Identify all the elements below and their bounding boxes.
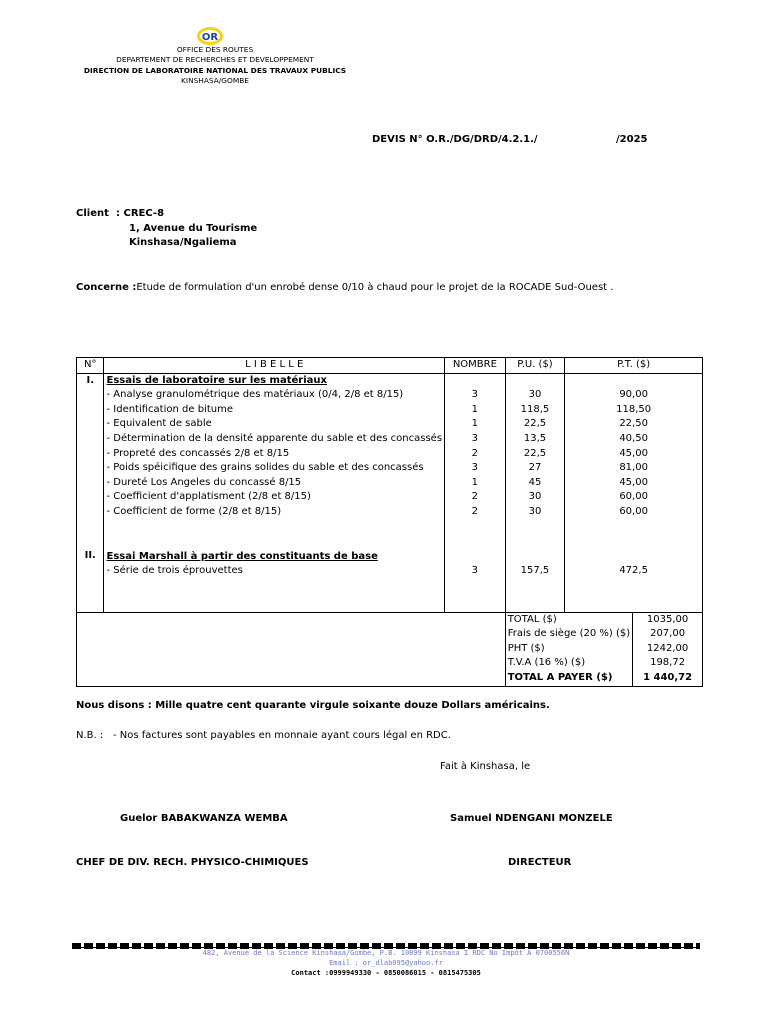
table-row-pt: 60,00 [619, 505, 648, 517]
header-org-name: OFFICE DES ROUTES [176, 45, 254, 54]
table-row-pu: 118,5 [520, 403, 550, 415]
table-row-nombre: 2 [471, 491, 479, 503]
office-des-routes-logo [196, 26, 224, 46]
table-row-pu: 157,5 [520, 565, 550, 577]
rows2-lib [106, 564, 442, 579]
footer-rule [72, 947, 700, 948]
totals-row [77, 612, 703, 686]
footer-contact: Contact :0999949330 - 0850086015 - 0815475305 [291, 969, 481, 977]
header-pt: P.T. ($) [565, 358, 703, 374]
table-row-nombre: 1 [471, 418, 479, 430]
table-row-pt: 81,00 [619, 462, 648, 474]
nombre-column [445, 373, 506, 612]
table-row-pt: 118,50 [616, 403, 652, 415]
table-row-pu: 27 [528, 462, 542, 474]
num-column [77, 373, 104, 612]
rows1-lib [106, 388, 442, 519]
totals-value: 1035,00 [646, 613, 689, 625]
nb-text: - Nos factures sont payables en monnaie ayant cours légal en RDC. [113, 730, 451, 741]
client-name: : CREC-8 [116, 208, 165, 219]
client-address-1: 1, Avenue du Tourisme [129, 223, 258, 234]
table-row-pt: 22,50 [619, 418, 648, 430]
section-1-num: I. [86, 374, 94, 386]
fait-a-kinshasa: Fait à Kinshasa, le [440, 761, 531, 772]
totals-cell [505, 612, 702, 686]
section-2-num: II. [84, 550, 96, 562]
totals-row-item [506, 656, 702, 671]
logo-text: OR [201, 32, 219, 43]
rows1-pu [508, 388, 563, 519]
totals-row-item [506, 613, 702, 628]
table-row-pu: 30 [528, 491, 542, 503]
table-row-nombre: 3 [471, 565, 479, 577]
table-row-libelle: - Coefficient de forme (2/8 et 8/15) [106, 505, 282, 517]
totals-row-item [506, 642, 702, 657]
concerne-text: Etude de formulation d'un enrobé dense 0/10 à chaud pour le projet de la ROCADE Sud-Ouest . [136, 282, 614, 293]
totals-value: 198,72 [650, 657, 686, 669]
devis-table [76, 357, 703, 687]
table-row-libelle: - Coefficient d'applatisment (2/8 et 8/15) [106, 491, 311, 503]
rows2-pt [567, 564, 700, 579]
table-row-pt: 45,00 [619, 447, 648, 459]
header-nombre: NOMBRE [445, 358, 506, 374]
table-row-libelle: - Poids spéicifique des grains solides du sable et des concassés [106, 462, 424, 474]
totals-row-item [506, 627, 702, 642]
rows1-nb [447, 388, 503, 519]
table-body-row [77, 373, 703, 612]
table-row-nombre: 2 [471, 447, 479, 459]
header-direction: DIRECTION DE LABORATOIRE NATIONAL DES TRAVAUX PUBLICS [83, 66, 347, 75]
section-1-title: Essais de laboratoire sur les matériaux [106, 374, 327, 386]
table-row-libelle: - Série de trois éprouvettes [106, 565, 243, 577]
table-row-pu: 30 [528, 505, 542, 517]
header-department: DEPARTEMENT DE RECHERCHES ET DEVELOPPEMENT [116, 55, 314, 64]
nb-label: N.B. : [76, 730, 104, 741]
header-num: N° [77, 358, 104, 374]
table-row-nombre: 3 [471, 462, 479, 474]
table-row-pt: 60,00 [619, 491, 648, 503]
table-row-libelle: - Dureté Los Angeles du concassé 8/15 [106, 476, 302, 488]
table-row-pu: 22,5 [523, 418, 547, 430]
table-row-pu: 45 [528, 476, 542, 488]
table-row-nombre: 3 [471, 389, 479, 401]
table-row-libelle: - Propreté des concassés 2/8 et 8/15 [106, 447, 290, 459]
table-row-nombre: 2 [471, 505, 479, 517]
table-row-pt: 45,00 [619, 476, 648, 488]
table-header-row [77, 358, 703, 374]
totals-label: TOTAL ($) [506, 613, 633, 628]
table-row-libelle: - Détermination de la densité apparente du sable et des concassés [106, 432, 443, 444]
header-city: KINSHASA/GOMBE [181, 76, 249, 85]
right-signatory-title: DIRECTEUR [508, 857, 572, 868]
totals-table [506, 613, 702, 686]
right-signatory-name: Samuel NDENGANI MONZELE [450, 813, 613, 824]
devis-year: /2025 [616, 134, 648, 145]
totals-value: 207,00 [650, 628, 686, 640]
table-row-nombre: 1 [471, 476, 479, 488]
table-row-libelle: - Identification de bitume [106, 403, 233, 415]
table-row-nombre: 1 [471, 403, 479, 415]
table-row-pt: 40,50 [619, 432, 648, 444]
client-address-2: Kinshasa/Ngaliema [129, 237, 237, 248]
table-row-pt: 90,00 [619, 389, 648, 401]
table-row-libelle: - Analyse granulométrique des matériaux (0/4, 2/8 et 8/15) [106, 389, 404, 401]
totals-label: PHT ($) [506, 642, 633, 657]
table-row-pu: 30 [528, 389, 542, 401]
table-row-nombre: 3 [471, 432, 479, 444]
totals-label: T.V.A (16 %) ($) [506, 656, 633, 671]
concerne-label: Concerne : [76, 282, 137, 293]
totals-label: Frais de siège (20 %) ($) [506, 627, 633, 642]
devis-number: DEVIS N° O.R./DG/DRD/4.2.1./ [372, 134, 538, 145]
totals-value: 1 440,72 [643, 671, 693, 683]
header-pu: P.U. ($) [505, 358, 565, 374]
client-label: Client [76, 208, 109, 219]
header-libelle: L I B E L L E [104, 358, 445, 374]
libelle-column [104, 373, 445, 612]
concerne-line [76, 282, 613, 293]
footer-address: 482, Avenue de la Science Kinshasa/Gombe, P.B. 10899 Kinshasa I RDC No Impôt A 0700556N [202, 949, 570, 957]
totals-value: 1242,00 [646, 642, 689, 654]
rows2-nb [447, 564, 503, 579]
totals-row-item [506, 671, 702, 686]
footer-email: Email : or_dlab095@yahoo.fr [329, 959, 443, 967]
left-signatory-name: Guelor BABAKWANZA WEMBA [120, 813, 288, 824]
pt-column [565, 373, 703, 612]
table-row-pu: 22,5 [523, 447, 547, 459]
pu-column [505, 373, 565, 612]
nous-disons: Nous disons : Mille quatre cent quarante virgule soixante douze Dollars américains. [76, 700, 550, 711]
table-row-pu: 13,5 [523, 432, 547, 444]
totals-label: TOTAL A PAYER ($) [506, 671, 633, 686]
table-row-pt: 472,5 [619, 565, 648, 577]
table-row-libelle: - Equivalent de sable [106, 418, 212, 430]
section-2-title: Essai Marshall à partir des constituants de base [106, 550, 378, 562]
rows2-pu [508, 564, 563, 579]
rows1-pt [567, 388, 700, 519]
left-signatory-title: CHEF DE DIV. RECH. PHYSICO-CHIMIQUES [76, 857, 309, 868]
